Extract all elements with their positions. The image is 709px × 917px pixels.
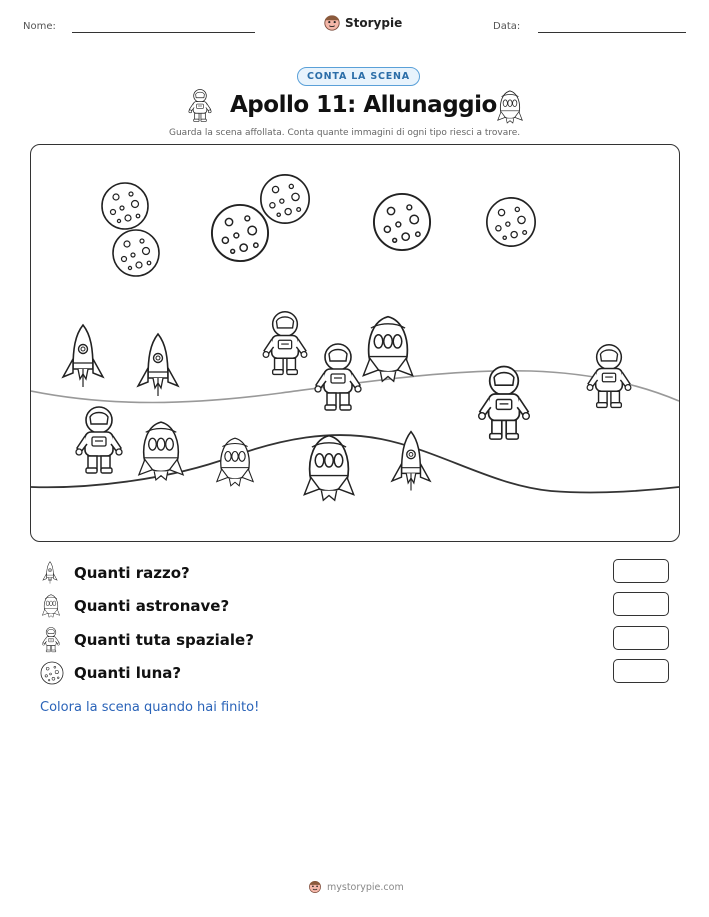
date-field[interactable] bbox=[538, 32, 686, 33]
activity-badge: CONTA LA SCENA bbox=[297, 67, 420, 86]
question-rocket bbox=[40, 560, 670, 586]
rocket-icon bbox=[138, 334, 178, 396]
moon-icon bbox=[212, 205, 268, 261]
astronaut-icon bbox=[479, 367, 530, 440]
astronaut-icon bbox=[587, 345, 631, 408]
moon-icon bbox=[102, 183, 148, 229]
astronaut-icon bbox=[76, 407, 122, 473]
brand-name: Storypie bbox=[345, 16, 403, 30]
astronaut-icon bbox=[263, 312, 307, 375]
site-footer bbox=[308, 880, 404, 894]
answer-box-spaceship[interactable] bbox=[613, 592, 669, 616]
astronaut-icon bbox=[40, 627, 62, 653]
instructions: Guarda la scena affollata. Conta quante immagini di ogni tipo riesci a trovare. bbox=[169, 128, 521, 138]
spaceship-icon bbox=[139, 422, 183, 480]
question-label: Quanti astronave? bbox=[74, 597, 230, 615]
answer-box-moon[interactable] bbox=[613, 659, 669, 683]
question-label: Quanti luna? bbox=[74, 664, 182, 682]
question-spaceship bbox=[40, 593, 670, 619]
spaceship-icon bbox=[217, 438, 253, 486]
spaceship-icon bbox=[40, 594, 62, 618]
question-label: Quanti razzo? bbox=[74, 564, 190, 582]
storypie-logo-icon bbox=[308, 880, 322, 894]
spaceship-icon bbox=[304, 436, 353, 501]
counting-scene bbox=[30, 144, 680, 542]
answer-box-astronaut[interactable] bbox=[613, 626, 669, 650]
astronaut-icon bbox=[315, 344, 361, 410]
question-label: Quanti tuta spaziale? bbox=[74, 631, 254, 649]
astronaut-icon bbox=[184, 89, 216, 123]
spaceship-icon bbox=[496, 90, 524, 124]
date-label: Data: bbox=[493, 21, 521, 32]
rocket-icon bbox=[63, 325, 103, 387]
site-url: mystorypie.com bbox=[327, 881, 404, 893]
page-title: Apollo 11: Allunaggio bbox=[230, 92, 497, 118]
rocket-icon bbox=[40, 561, 60, 585]
answer-box-rocket[interactable] bbox=[613, 559, 669, 583]
moon-icon bbox=[261, 175, 309, 223]
horizon-line-dark bbox=[31, 435, 679, 492]
moon-icon bbox=[113, 230, 159, 276]
question-moon bbox=[40, 660, 670, 686]
moon-icon bbox=[487, 198, 535, 246]
name-field[interactable] bbox=[72, 32, 255, 33]
name-label: Nome: bbox=[23, 21, 56, 32]
scene-drawing bbox=[31, 145, 679, 541]
moon-icon bbox=[374, 194, 430, 250]
storypie-logo-icon bbox=[323, 14, 341, 32]
rocket-icon bbox=[392, 432, 430, 491]
question-astronaut bbox=[40, 627, 670, 653]
storypie-logo bbox=[323, 14, 402, 32]
spaceship-icon bbox=[363, 317, 412, 382]
moon-icon bbox=[40, 661, 64, 685]
coloring-instruction: Colora la scena quando hai finito! bbox=[40, 700, 260, 715]
